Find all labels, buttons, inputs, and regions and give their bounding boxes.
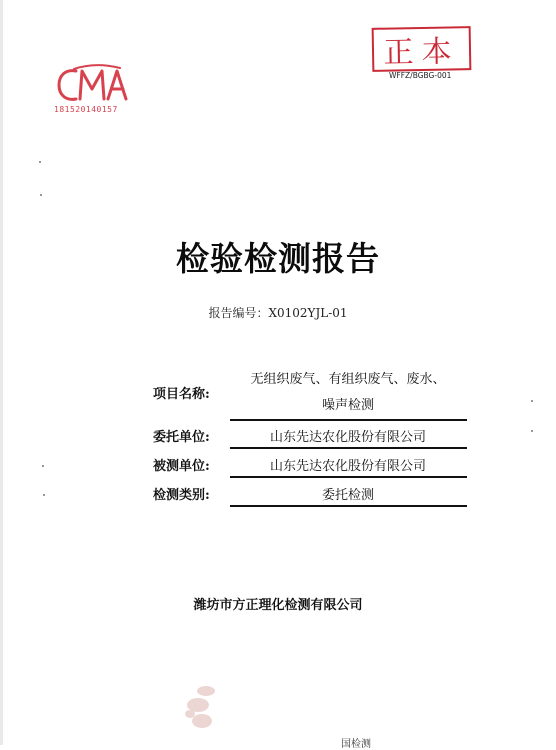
bottom-stamp-text: 国检测 [341,739,371,750]
scan-speck [43,494,45,496]
tested-unit-underline [230,476,467,478]
ink-smudge [180,681,224,733]
test-category-underline [230,505,467,507]
scan-speck [39,161,41,163]
client-underline [230,447,467,449]
project-name-line2: 噪声检测 [321,398,374,413]
scan-speck [42,465,44,467]
issuing-company: 潍坊市方正理化检测有限公司 [193,598,363,613]
page-edge [0,0,3,745]
scan-speck [40,194,42,196]
client-value: 山东先达农化股份有限公司 [269,430,426,445]
project-name-underline [230,419,467,421]
project-name-value [230,367,466,419]
client-label: 委托单位: [153,430,210,445]
test-category-label: 检测类别: [153,488,210,503]
project-name-label: 项目名称: [153,387,210,402]
scan-speck [531,400,533,402]
scan-speck [531,430,533,432]
report-number-label: 报告编号： [208,306,269,320]
report-number [0,304,556,321]
form-code: WFFZ/BGBG-001 [389,71,452,80]
tested-unit-label: 被测单位: [153,459,210,474]
report-number-value: X0102YJL-01 [268,306,348,320]
report-title: 检验检测报告 [176,239,380,278]
project-name-line1: 无组织废气、有组织废气、废水、 [250,372,446,387]
original-copy-stamp: 正本 [372,26,472,72]
cma-certificate-number: 181520140157 [54,105,118,114]
tested-unit-value: 山东先达农化股份有限公司 [269,459,426,474]
test-category-value: 委托检测 [321,488,374,503]
